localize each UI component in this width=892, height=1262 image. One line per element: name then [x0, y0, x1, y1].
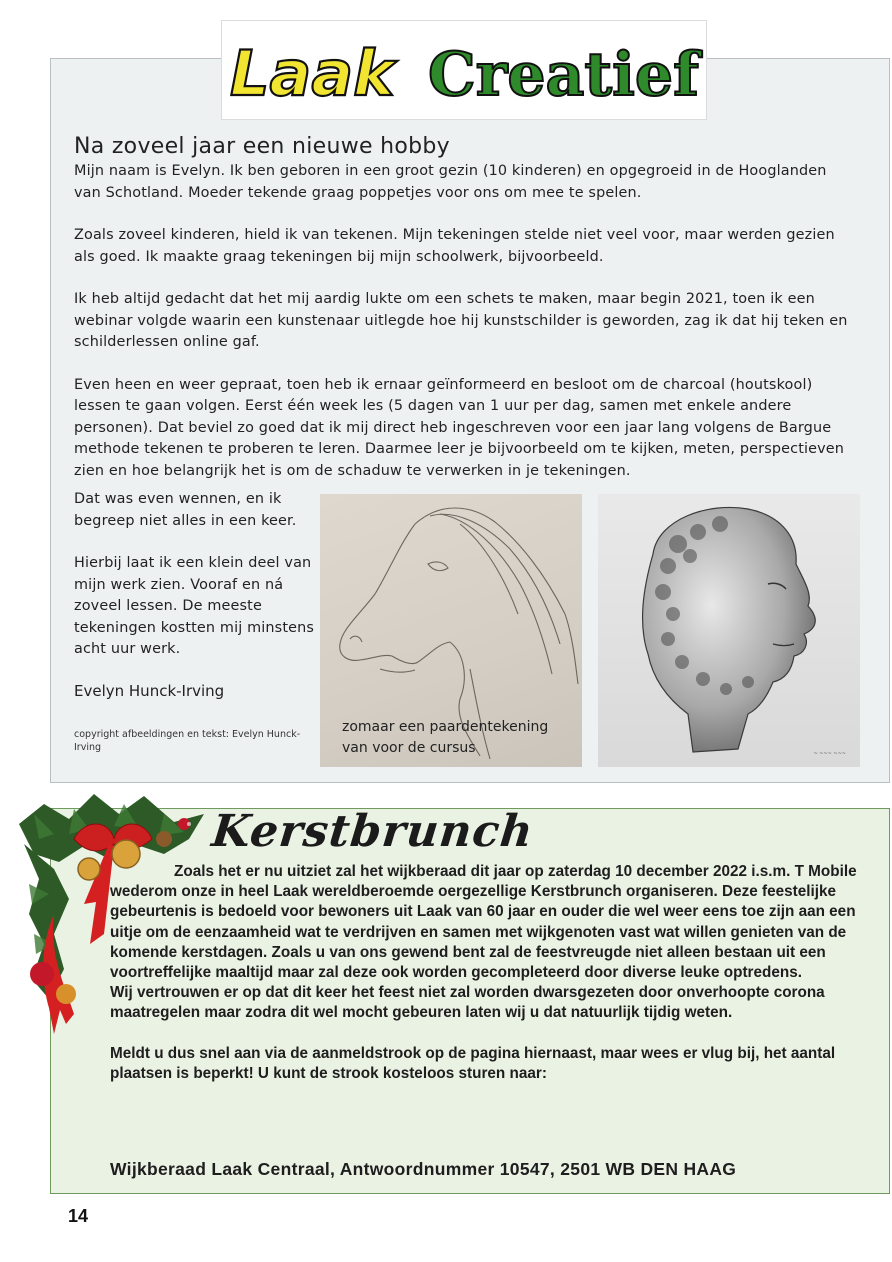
kerstbrunch-paragraph: Meldt u dus snel aan via de aanmeldstrook op de pagina hiernaast, maar wees er vlug bij, het aantal plaatsen is beperkt! U kunt de strook kosteloos sturen naar:: [110, 1044, 836, 1082]
logo-word-laak: Laak: [230, 37, 395, 110]
logo-word-creatief: Creatief: [428, 40, 699, 110]
copyright-note: copyright afbeeldingen en tekst: Evelyn Hunck-Irving: [74, 728, 301, 753]
article-paragraph: Mijn naam is Evelyn. Ik ben geboren in een groot gezin (10 kinderen) en opgegroeid in de Hooglanden van Schotland. Moeder tekende graag poppetjes voor ons om mee te spelen.: [74, 163, 827, 201]
kerstbrunch-paragraph: Zoals het er nu uitziet zal het wijkberaad dit jaar op zaterdag 10 december 2022 i.s.m. T Mobile wederom onze in heel Laak wereldberoemde oergezellige Kerstbrunch organiseren. Deze feestelijke gebeurtenis is bedoeld voor bewoners uit Laak van 60 jaar en ouder die wel weer eens toe zijn aan een uitje om de eenzaamheid wat te verdrijven en samen met wijkgenoten vast wat willen genieten van de komende kerstdagen. Zoals u van ons gewend bent zal de feestvreugde niet alleen bestaan uit een voortreffelijke maaltijd maar zal deze ook worden gecompleteerd door diverse leuke optredens.: [110, 863, 857, 982]
sculpture-head-drawing-image: [598, 494, 860, 767]
kerstbrunch-paragraph: Wij vertrouwen er op dat dit keer het feest niet zal worden dwarsgezeten door onverhoopte corona maatregelen maar zodra dit wel mocht gebeuren laten wij u dat natuurlijk tijdig weten.: [110, 984, 825, 1022]
sculpture-head-sketch: [598, 494, 860, 767]
article-headline: Na zoveel jaar een nieuwe hobby: [74, 134, 450, 159]
kerstbrunch-body: [110, 862, 866, 1084]
article-author: Evelyn Hunck-Irving: [74, 681, 225, 700]
kerstbrunch-title: Kerstbrunch: [209, 806, 536, 857]
article-left-column: [74, 489, 322, 754]
artist-signature: ~ ~~~ ~~~: [813, 751, 846, 757]
horse-drawing-image: [320, 494, 582, 767]
article-paragraph: Hierbij laat ik een klein deel van mijn werk zien. Vooraf en ná zoveel lessen. De meeste tekeningen kostten mij minstens acht uur werk.: [74, 555, 315, 657]
article-paragraph: Dat was even wennen, en ik begreep niet alles in een keer.: [74, 491, 297, 529]
article-paragraph: Even heen en weer gepraat, toen heb ik ernaar geïnformeerd en besloot om de charcoal (houtskool) lessen te gaan volgen. Eerst één week les (5 dagen van 1 uur per dag, samen met enkele andere personen). Dat beviel zo goed dat ik mij direct heb ingeschreven voor een jaar lang volgens de Bargue methode tekenen te proberen te leren. Daarmee leer je bijvoorbeeld om te kijken, meten, perspectieven zien en hoe belangrijk het is om de schaduw te verwerken in je tekeningen.: [74, 376, 845, 479]
page-number: 14: [68, 1206, 89, 1226]
article-paragraph: Zoals zoveel kinderen, hield ik van tekenen. Mijn tekeningen stelde niet veel voor, maar werden gezien als goed. Ik maakte graag tekeningen bij mijn schoolwerk, bijvoorbeeld.: [74, 227, 835, 265]
horse-caption: zomaar een paardentekening van voor de cursus: [342, 719, 549, 756]
reply-address: Wijkberaad Laak Centraal, Antwoordnummer 10547, 2501 WB DEN HAAG: [110, 1159, 737, 1179]
laak-creatief-logo: [221, 20, 707, 120]
article-body: [74, 134, 854, 482]
article-paragraph: Ik heb altijd gedacht dat het mij aardig lukte om een schets te maken, maar begin 2021, toen ik een webinar volgde waarin een kunstenaar uitlegde hoe hij kunstschilder is geworden, zag ik dat hij teken en schilderlessen online gaf.: [74, 291, 848, 350]
